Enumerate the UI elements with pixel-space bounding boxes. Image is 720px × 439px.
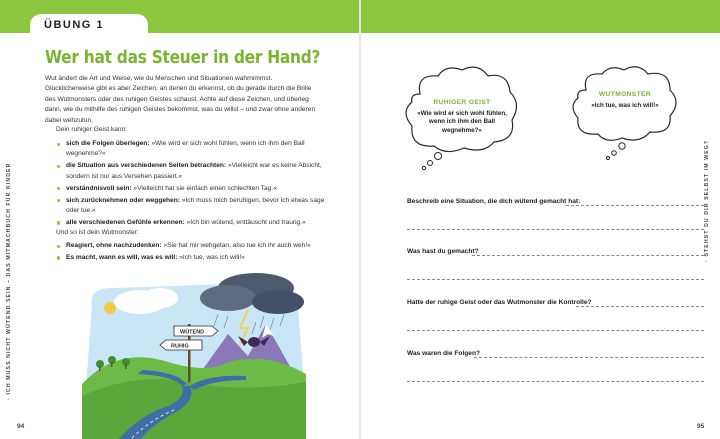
storm-cloud: [200, 285, 256, 311]
sign-wuetend-label: WÜTEND: [180, 329, 205, 336]
thought-bubble-dot: [619, 143, 625, 149]
list-item: verständnisvoll sein: »Vielleicht hat sie einfach einen schlechten Tag.«: [56, 184, 326, 194]
thought-bubble-dot: [435, 153, 442, 160]
calm-mind-quote: »Wie wird er sich wohl fühlen, wenn ich ihm den Ball wegnehme?«: [417, 109, 507, 134]
list-item: alle verschiedenen Gefühle erkennen: »Ich bin wütend, enttäuscht und traurig.«: [56, 218, 326, 228]
running-header-left: • ICH MUSS NICHT WÜTEND SEIN – DAS MITMACHBUCH FÜR KINDER: [6, 162, 12, 400]
list-item: sich zurücknehmen oder weggehen: »Ich muss mich beruhigen, bevor ich etwas sage oder tue.«: [56, 196, 326, 217]
calm-mind-cloud-text: [416, 99, 508, 135]
thought-bubble-dot: [607, 157, 610, 160]
monster-icon: [248, 337, 260, 347]
book-gutter: [359, 0, 361, 439]
sign-ruhig-label: RUHIG: [171, 343, 189, 350]
list-item: Reagiert, ohne nachzudenken: »Sie hat mir wehgetan, also tue ich ihr auch weh!«: [56, 241, 326, 251]
answer-line[interactable]: [566, 205, 704, 206]
anger-monster-thought-cloud: [566, 64, 684, 162]
thought-bubble-dot: [612, 151, 617, 156]
answer-line[interactable]: [407, 229, 704, 230]
question-3: Hatte der ruhige Geist oder das Wutmonster die Kontrolle?: [407, 299, 592, 306]
calm-mind-list: [56, 139, 326, 230]
list-item: die Situation aus verschiedenen Seiten betrachten: »Vielleicht war es keine Absicht, sondern ist nur aus Versehen passiert.«: [56, 161, 326, 182]
light-cloud: [142, 288, 178, 308]
anger-monster-lead: Und so ist dein Wutmonster:: [56, 229, 139, 236]
question-2: Was hast du gemacht?: [407, 248, 479, 255]
anger-monster-list: [56, 241, 326, 265]
thought-bubble-dot: [422, 166, 425, 169]
anger-monster-cloud-text: [580, 91, 670, 110]
exercise-badge: ÜBUNG 1: [30, 14, 148, 36]
question-1: Beschreib eine Situation, die dich wütend gemacht hat:: [407, 198, 581, 205]
sun-icon: [104, 302, 116, 314]
page-number-right: 95: [697, 423, 705, 430]
page-number-left: 94: [17, 423, 25, 430]
answer-line[interactable]: [474, 357, 704, 358]
anger-monster-heading: WUTMONSTER: [599, 91, 651, 98]
calm-mind-lead: Dein ruhiger Geist kann:: [56, 126, 128, 133]
answer-line[interactable]: [407, 279, 704, 280]
storm-cloud: [252, 290, 304, 314]
answer-line[interactable]: [472, 255, 704, 256]
question-4: Was waren die Folgen?: [407, 350, 481, 357]
crossroads-illustration: [78, 266, 310, 439]
answer-line[interactable]: [407, 330, 704, 331]
answer-line[interactable]: [407, 381, 704, 382]
calm-mind-heading: RUHIGER GEIST: [433, 99, 491, 106]
running-header-right: • STEHST DU DIR SELBST IM WEG?: [704, 139, 710, 262]
list-item: Es macht, wann es will, was es will: »Ich tue, was ich will!«: [56, 253, 326, 263]
anger-monster-quote: »Ich tue, was ich will!«: [591, 101, 659, 109]
page-title: Wer hat das Steuer in der Hand?: [45, 48, 321, 68]
thought-bubble-dot: [428, 161, 433, 166]
list-item: sich die Folgen überlegen: »Wie wird er sich wohl fühlen, wenn ich ihm den Ball wegnehme?«: [56, 139, 326, 160]
answer-line[interactable]: [576, 306, 704, 307]
intro-paragraph: Wut ändert die Art und Weise, wie du Menschen und Situationen wahrnimmst. Glücklicherweise gibt es aber Zeichen, an denen du erkennst, ob du gerade durch die Brille des Wutmonsters oder des ruhigen Geistes schaust. Achte auf diese Zeichen, und überleg dann, wie du mithilfe des ruhigen Geistes bekommst, was du willst – und zwar ohne anderen dabei wehzutun.: [45, 75, 316, 124]
